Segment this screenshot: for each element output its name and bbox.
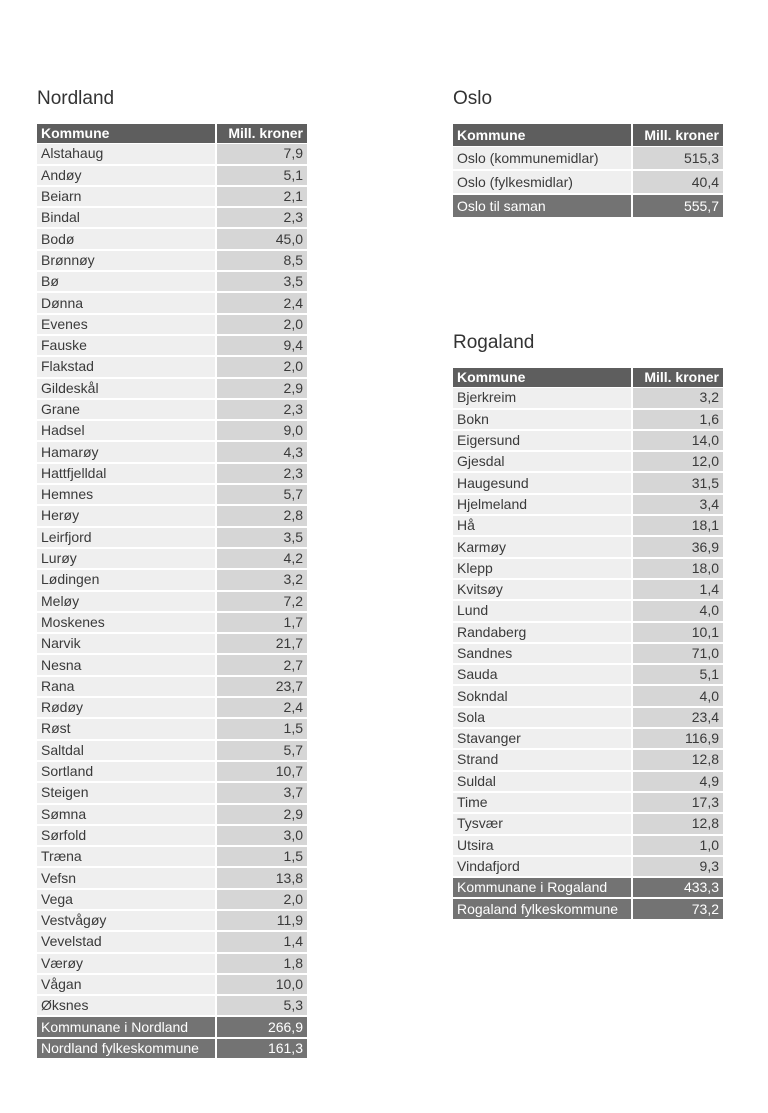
table-row (37, 826, 309, 847)
table-row (37, 741, 309, 762)
amount-cell: 10,0 (217, 975, 309, 996)
amount-cell: 23,7 (217, 677, 309, 698)
table-row (37, 166, 309, 187)
kommune-cell: Utsira (453, 836, 633, 857)
kommune-cell: Beiarn (37, 187, 217, 208)
kommune-cell: Hå (453, 516, 633, 537)
table-row (453, 686, 725, 707)
table-row (37, 954, 309, 975)
kommune-cell: Hemnes (37, 485, 217, 506)
amount-cell: 12,8 (633, 750, 725, 771)
table-row (453, 580, 725, 601)
table-row (453, 708, 725, 729)
amount-cell: 2,9 (217, 379, 309, 400)
kommune-cell: Hjelmeland (453, 495, 633, 516)
column-header-kommune: Kommune (453, 124, 633, 147)
table-row (453, 793, 725, 814)
amount-cell: 8,5 (217, 251, 309, 272)
kommune-cell: Flakstad (37, 357, 217, 378)
table-row (37, 506, 309, 527)
kommune-cell: Nesna (37, 655, 217, 676)
kommune-cell: Gildeskål (37, 379, 217, 400)
amount-cell: 5,7 (217, 485, 309, 506)
amount-cell: 7,9 (217, 144, 309, 165)
kommune-cell: Suldal (453, 772, 633, 793)
table-row (453, 171, 725, 195)
amount-cell: 2,3 (217, 400, 309, 421)
amount-cell: 31,5 (633, 473, 725, 494)
kommune-cell: Narvik (37, 634, 217, 655)
oslo-table (453, 124, 725, 219)
amount-cell: 4,0 (633, 686, 725, 707)
table-row (37, 442, 309, 463)
amount-cell: 11,9 (217, 911, 309, 932)
kommune-cell: Lødingen (37, 570, 217, 591)
amount-cell: 5,1 (633, 665, 725, 686)
kommune-cell: Evenes (37, 315, 217, 336)
kommune-cell: Bø (37, 272, 217, 293)
amount-cell: 71,0 (633, 644, 725, 665)
table-row (37, 996, 309, 1017)
table-row (37, 528, 309, 549)
amount-cell: 4,9 (633, 772, 725, 793)
table-row (37, 805, 309, 826)
column-header-kommune: Kommune (453, 368, 633, 388)
kommune-cell: Vindafjord (453, 857, 633, 878)
kommune-cell: Røst (37, 719, 217, 740)
kommune-cell: Strand (453, 750, 633, 771)
amount-cell: 18,0 (633, 559, 725, 580)
column-header-mill-kroner: Mill. kroner (217, 124, 309, 144)
kommune-cell: Rødøy (37, 698, 217, 719)
amount-cell: 3,7 (217, 783, 309, 804)
table-row (37, 890, 309, 911)
table-row (37, 357, 309, 378)
kommune-cell: Hamarøy (37, 442, 217, 463)
kommune-cell: Træna (37, 847, 217, 868)
table-row (37, 975, 309, 996)
kommune-cell: Øksnes (37, 996, 217, 1017)
table-row (37, 698, 309, 719)
amount-cell: 36,9 (633, 537, 725, 558)
table-row (37, 932, 309, 953)
kommune-cell: Oslo (fylkesmidlar) (453, 171, 633, 195)
kommune-cell: Oslo til saman (453, 195, 633, 219)
amount-cell: 45,0 (217, 229, 309, 250)
table-row (37, 762, 309, 783)
amount-cell: 3,4 (633, 495, 725, 516)
nordland-table (37, 124, 309, 1060)
table-row (37, 783, 309, 804)
amount-cell: 2,4 (217, 698, 309, 719)
kommune-cell: Sauda (453, 665, 633, 686)
amount-cell: 3,0 (217, 826, 309, 847)
kommune-cell: Sortland (37, 762, 217, 783)
table-total-row (37, 1039, 309, 1060)
kommune-cell: Bjerkreim (453, 388, 633, 409)
table-row (37, 655, 309, 676)
kommune-cell: Hadsel (37, 421, 217, 442)
amount-cell: 9,3 (633, 857, 725, 878)
amount-cell: 2,0 (217, 357, 309, 378)
table-row (453, 410, 725, 431)
table-row (37, 315, 309, 336)
section-title: Oslo (453, 88, 493, 109)
table-row (453, 857, 725, 878)
amount-cell: 2,3 (217, 208, 309, 229)
amount-cell: 14,0 (633, 431, 725, 452)
kommune-cell: Klepp (453, 559, 633, 580)
table-row (37, 187, 309, 208)
table-row (37, 549, 309, 570)
table-row (37, 208, 309, 229)
kommune-cell: Brønnøy (37, 251, 217, 272)
kommune-cell: Kvitsøy (453, 580, 633, 601)
kommune-cell: Sandnes (453, 644, 633, 665)
amount-cell: 555,7 (633, 195, 725, 219)
kommune-cell: Oslo (kommunemidlar) (453, 147, 633, 171)
kommune-cell: Vestvågøy (37, 911, 217, 932)
table-header-row (37, 124, 309, 144)
amount-cell: 2,8 (217, 506, 309, 527)
kommune-cell: Eigersund (453, 431, 633, 452)
kommune-cell: Herøy (37, 506, 217, 527)
amount-cell: 2,4 (217, 293, 309, 314)
amount-cell: 3,5 (217, 528, 309, 549)
amount-cell: 18,1 (633, 516, 725, 537)
kommune-cell: Haugesund (453, 473, 633, 494)
oslo-section (453, 88, 725, 219)
table-row (37, 400, 309, 421)
table-total-row (453, 899, 725, 920)
rogaland-section (453, 332, 725, 921)
amount-cell: 5,3 (217, 996, 309, 1017)
section-title: Rogaland (453, 332, 535, 353)
section-title: Nordland (37, 88, 115, 109)
nordland-section (37, 88, 309, 1060)
amount-cell: 12,0 (633, 452, 725, 473)
column-header-mill-kroner: Mill. kroner (633, 368, 725, 388)
amount-cell: 9,4 (217, 336, 309, 357)
kommune-cell: Vega (37, 890, 217, 911)
amount-cell: 10,7 (217, 762, 309, 783)
table-row (37, 229, 309, 250)
table-row (453, 814, 725, 835)
kommune-cell: Bokn (453, 410, 633, 431)
table-row (37, 868, 309, 889)
amount-cell: 2,1 (217, 187, 309, 208)
amount-cell: 1,5 (217, 847, 309, 868)
table-row (37, 677, 309, 698)
kommune-cell: Saltdal (37, 741, 217, 762)
table-row (453, 623, 725, 644)
table-header-row (453, 368, 725, 388)
table-row (453, 473, 725, 494)
table-row (453, 452, 725, 473)
table-row (453, 495, 725, 516)
amount-cell: 2,9 (217, 805, 309, 826)
kommune-cell: Nordland fylkeskommune (37, 1039, 217, 1060)
kommune-cell: Lund (453, 601, 633, 622)
table-row (37, 293, 309, 314)
kommune-cell: Vågan (37, 975, 217, 996)
amount-cell: 5,7 (217, 741, 309, 762)
amount-cell: 23,4 (633, 708, 725, 729)
kommune-cell: Hattfjelldal (37, 464, 217, 485)
table-row (37, 464, 309, 485)
amount-cell: 2,7 (217, 655, 309, 676)
amount-cell: 266,9 (217, 1017, 309, 1038)
kommune-cell: Steigen (37, 783, 217, 804)
amount-cell: 10,1 (633, 623, 725, 644)
table-row (37, 421, 309, 442)
kommune-cell: Sømna (37, 805, 217, 826)
table-row (453, 665, 725, 686)
table-row (37, 592, 309, 613)
table-row (37, 911, 309, 932)
amount-cell: 1,4 (633, 580, 725, 601)
kommune-cell: Randaberg (453, 623, 633, 644)
kommune-cell: Rogaland fylkeskommune (453, 899, 633, 920)
table-total-row (37, 1017, 309, 1038)
column-header-mill-kroner: Mill. kroner (633, 124, 725, 147)
kommune-cell: Sokndal (453, 686, 633, 707)
kommune-cell: Sola (453, 708, 633, 729)
amount-cell: 3,5 (217, 272, 309, 293)
kommune-cell: Andøy (37, 166, 217, 187)
kommune-cell: Sørfold (37, 826, 217, 847)
table-row (453, 537, 725, 558)
kommune-cell: Kommunane i Nordland (37, 1017, 217, 1038)
kommune-cell: Alstahaug (37, 144, 217, 165)
table-row (453, 644, 725, 665)
kommune-cell: Dønna (37, 293, 217, 314)
amount-cell: 161,3 (217, 1039, 309, 1060)
amount-cell: 13,8 (217, 868, 309, 889)
amount-cell: 1,5 (217, 719, 309, 740)
amount-cell: 12,8 (633, 814, 725, 835)
table-total-row (453, 878, 725, 899)
amount-cell: 3,2 (217, 570, 309, 591)
kommune-cell: Bodø (37, 229, 217, 250)
table-row (37, 272, 309, 293)
kommune-cell: Vevelstad (37, 932, 217, 953)
kommune-cell: Lurøy (37, 549, 217, 570)
table-row (37, 570, 309, 591)
amount-cell: 7,2 (217, 592, 309, 613)
kommune-cell: Meløy (37, 592, 217, 613)
kommune-cell: Moskenes (37, 613, 217, 634)
table-row (37, 847, 309, 868)
amount-cell: 1,8 (217, 954, 309, 975)
table-row (453, 772, 725, 793)
amount-cell: 4,0 (633, 601, 725, 622)
table-row (37, 613, 309, 634)
amount-cell: 21,7 (217, 634, 309, 655)
amount-cell: 4,2 (217, 549, 309, 570)
table-row (37, 251, 309, 272)
amount-cell: 9,0 (217, 421, 309, 442)
table-row (453, 836, 725, 857)
table-row (453, 729, 725, 750)
amount-cell: 2,0 (217, 315, 309, 336)
amount-cell: 73,2 (633, 899, 725, 920)
amount-cell: 1,6 (633, 410, 725, 431)
table-row (453, 750, 725, 771)
amount-cell: 40,4 (633, 171, 725, 195)
table-row (37, 719, 309, 740)
kommune-cell: Kommunane i Rogaland (453, 878, 633, 899)
kommune-cell: Vefsn (37, 868, 217, 889)
amount-cell: 17,3 (633, 793, 725, 814)
kommune-cell: Værøy (37, 954, 217, 975)
table-row (453, 147, 725, 171)
amount-cell: 433,3 (633, 878, 725, 899)
kommune-cell: Fauske (37, 336, 217, 357)
table-row (37, 634, 309, 655)
table-header-row (453, 124, 725, 147)
table-row (453, 388, 725, 409)
kommune-cell: Tysvær (453, 814, 633, 835)
amount-cell: 116,9 (633, 729, 725, 750)
kommune-cell: Bindal (37, 208, 217, 229)
table-row (37, 485, 309, 506)
table-row (37, 379, 309, 400)
amount-cell: 1,4 (217, 932, 309, 953)
amount-cell: 2,3 (217, 464, 309, 485)
amount-cell: 1,0 (633, 836, 725, 857)
table-row (453, 559, 725, 580)
amount-cell: 5,1 (217, 166, 309, 187)
kommune-cell: Time (453, 793, 633, 814)
kommune-cell: Grane (37, 400, 217, 421)
amount-cell: 515,3 (633, 147, 725, 171)
kommune-cell: Leirfjord (37, 528, 217, 549)
kommune-cell: Karmøy (453, 537, 633, 558)
table-row (37, 144, 309, 165)
table-total-row (453, 195, 725, 219)
table-row (37, 336, 309, 357)
amount-cell: 4,3 (217, 442, 309, 463)
amount-cell: 1,7 (217, 613, 309, 634)
table-row (453, 601, 725, 622)
amount-cell: 2,0 (217, 890, 309, 911)
amount-cell: 3,2 (633, 388, 725, 409)
kommune-cell: Stavanger (453, 729, 633, 750)
column-header-kommune: Kommune (37, 124, 217, 144)
table-row (453, 431, 725, 452)
table-row (453, 516, 725, 537)
kommune-cell: Rana (37, 677, 217, 698)
rogaland-table (453, 368, 725, 921)
kommune-cell: Gjesdal (453, 452, 633, 473)
